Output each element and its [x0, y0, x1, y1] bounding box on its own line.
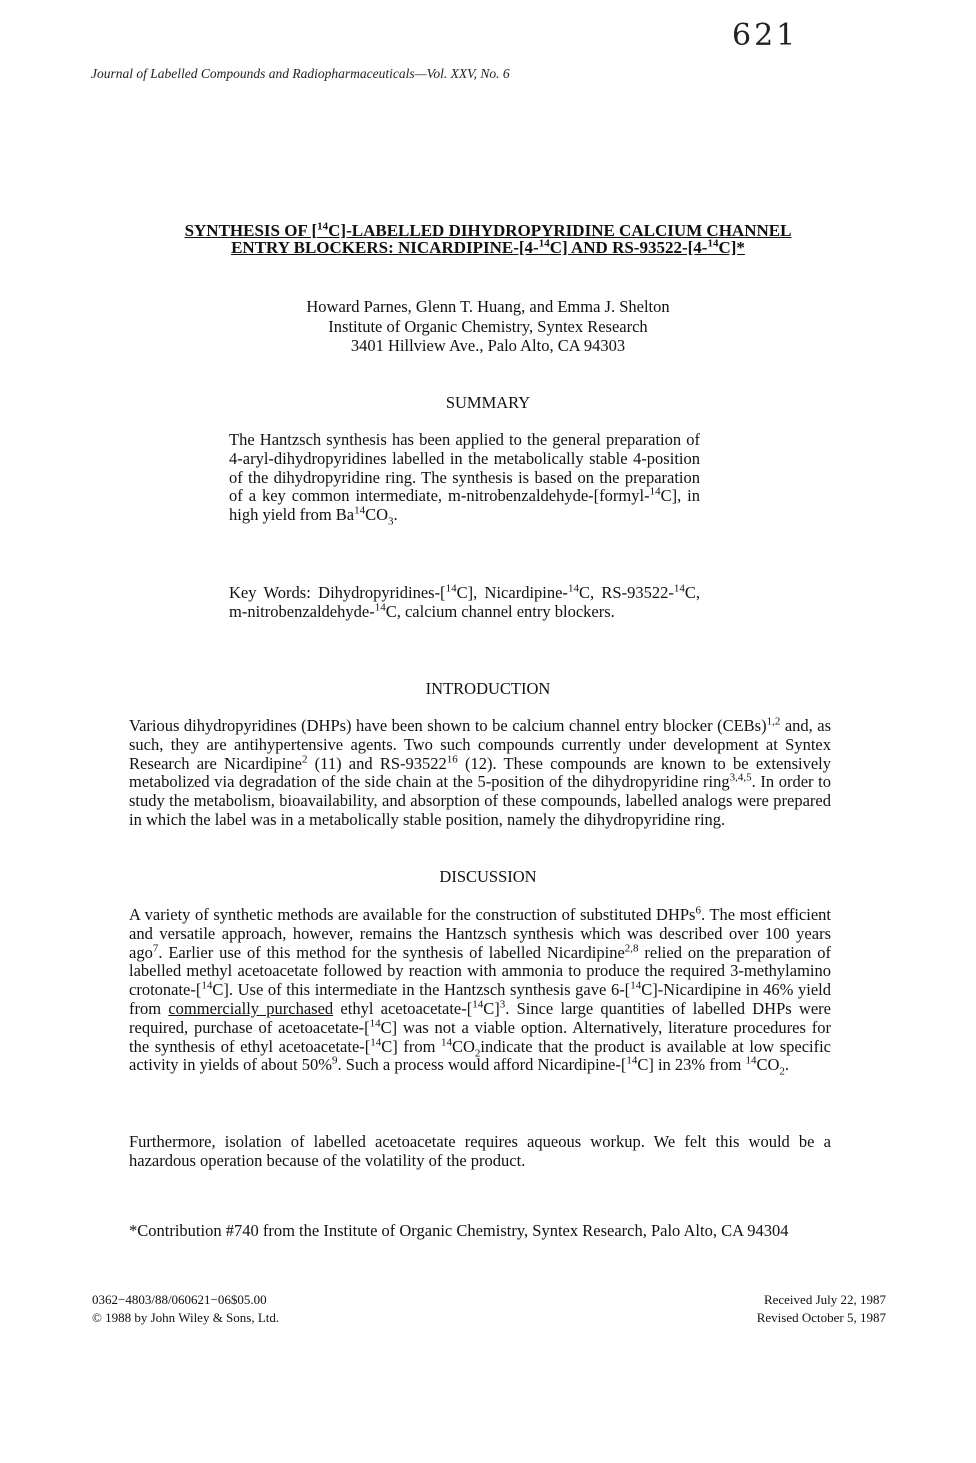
- discussion-paragraph-1: A variety of synthetic methods are available for the construction of substituted DHPs$^6$. The most efficient and versatile approach, however, remains the Hantzsch synthesis which was described over 100 years ago$^7$. Earlier use of this method for the synthesis of labelled Nicardipine$^{2,8}$ relied on the preparation of labelled methyl acetoacetate followed by reaction with ammonia to produce the required 3-methylamino crotonate-[$^{14}$C]. Use of this intermediate in the Hantzsch synthesis gave 6-[$^{14}$C]-Nicardipine in 46% yield from commercially purchased ethyl acetoacetate-$[^{14}C]^3$. Since large quantities of labelled DHPs were required, purchase of acetoacetate-[$^{14}$C] was not a viable option. Alternatively, literature procedures for the synthesis of ethyl acetoacetate-[$^{14}$C] from $^{14}CO_2indicate$ that the product is available at low specific activity in yields of about 50%$^9$. Such a process would afford Nicardipine-[$^{14}$C] in 23% from $^{14}CO_2$.: [129, 904, 831, 1078]
- underlined-phrase: commercially purchased: [168, 998, 334, 1018]
- paper-title: SYNTHESIS OF [$^{14}$C]-LABELLED DIHYDROPYRIDINE CALCIUM CHANNEL ENTRY BLOCKERS: NICARDIPINE-[4-$^{14}$C] AND RS-93522-[4-$^{14}$C]*: [184, 220, 792, 257]
- author-institute: Institute of Organic Chemistry, Syntex Research: [328, 316, 648, 336]
- author-block: [188, 297, 788, 356]
- key-words: Key Words: Dihydropyridines-[$^{14}$C], Nicardipine-$^{14}$C, RS-93522-$^{14}$C, m-nitrobenzaldehyde-$^{14}$C, calcium channel entry blockers.: [229, 582, 700, 621]
- footnote: *Contribution #740 from the Institute of Organic Chemistry, Syntex Research, Palo Alto, CA 94304: [129, 1221, 789, 1240]
- revised-date: Revised October 5, 1987: [756, 1310, 886, 1325]
- issn-code: 0362−4803/88/060621−06$05.00: [92, 1292, 267, 1307]
- author-names: Howard Parnes, Glenn T. Huang, and Emma J. Shelton: [306, 297, 670, 316]
- discussion-heading: DISCUSSION: [439, 867, 537, 886]
- author-address: 3401 Hillview Ave., Palo Alto, CA 94303: [350, 336, 626, 355]
- issn-copyright: [92, 1291, 279, 1327]
- summary-text: The Hantzsch synthesis has been applied to the general preparation of 4-aryl-dihydropyridines labelled in the metabolically stable 4-position of the dihydropyridine ring. The synthesis is based on the preparation of a key common intermediate, m-nitrobenzaldehyde-[formyl-$^{14}$C], in high yield from $Ba^{14}CO_3$.: [229, 430, 700, 528]
- introduction-heading: INTRODUCTION: [425, 679, 551, 698]
- introduction-paragraph: Various dihydropyridines (DHPs) have been shown to be calcium channel entry blocker (CEBs)$^{1,2}$ and, as such, they are antihypertensive agents. Two such compounds currently under development at Syntex Research are Nicardipine$^2$ (11) and RS-93522$^{16}$ (12). These compounds are known to be extensively metabolized via degradation of the side chain at the 5-position of the dihydropyridine ring$^{3,4,5}$. In order to study the metabolism, bioavailability, and absorption of these compounds, labelled analogs were prepared in which the label was in a metabolically stable position, namely the dihydropyridine ring.: [129, 715, 831, 829]
- journal-header: Journal of Labelled Compounds and Radiopharmaceuticals—Vol. XXV, No. 6: [91, 66, 510, 81]
- summary-heading: SUMMARY: [445, 393, 531, 412]
- discussion-paragraph-2: Furthermore, isolation of labelled acetoacetate requires aqueous workup. We felt this would be a hazardous operation because of the volatility of the product.: [129, 1132, 831, 1170]
- handwritten-page-number: 621: [732, 18, 799, 53]
- copyright: © 1988 by John Wiley & Sons, Ltd.: [92, 1310, 280, 1325]
- received-dates: [600, 1291, 886, 1327]
- received-date: Received July 22, 1987: [763, 1292, 886, 1307]
